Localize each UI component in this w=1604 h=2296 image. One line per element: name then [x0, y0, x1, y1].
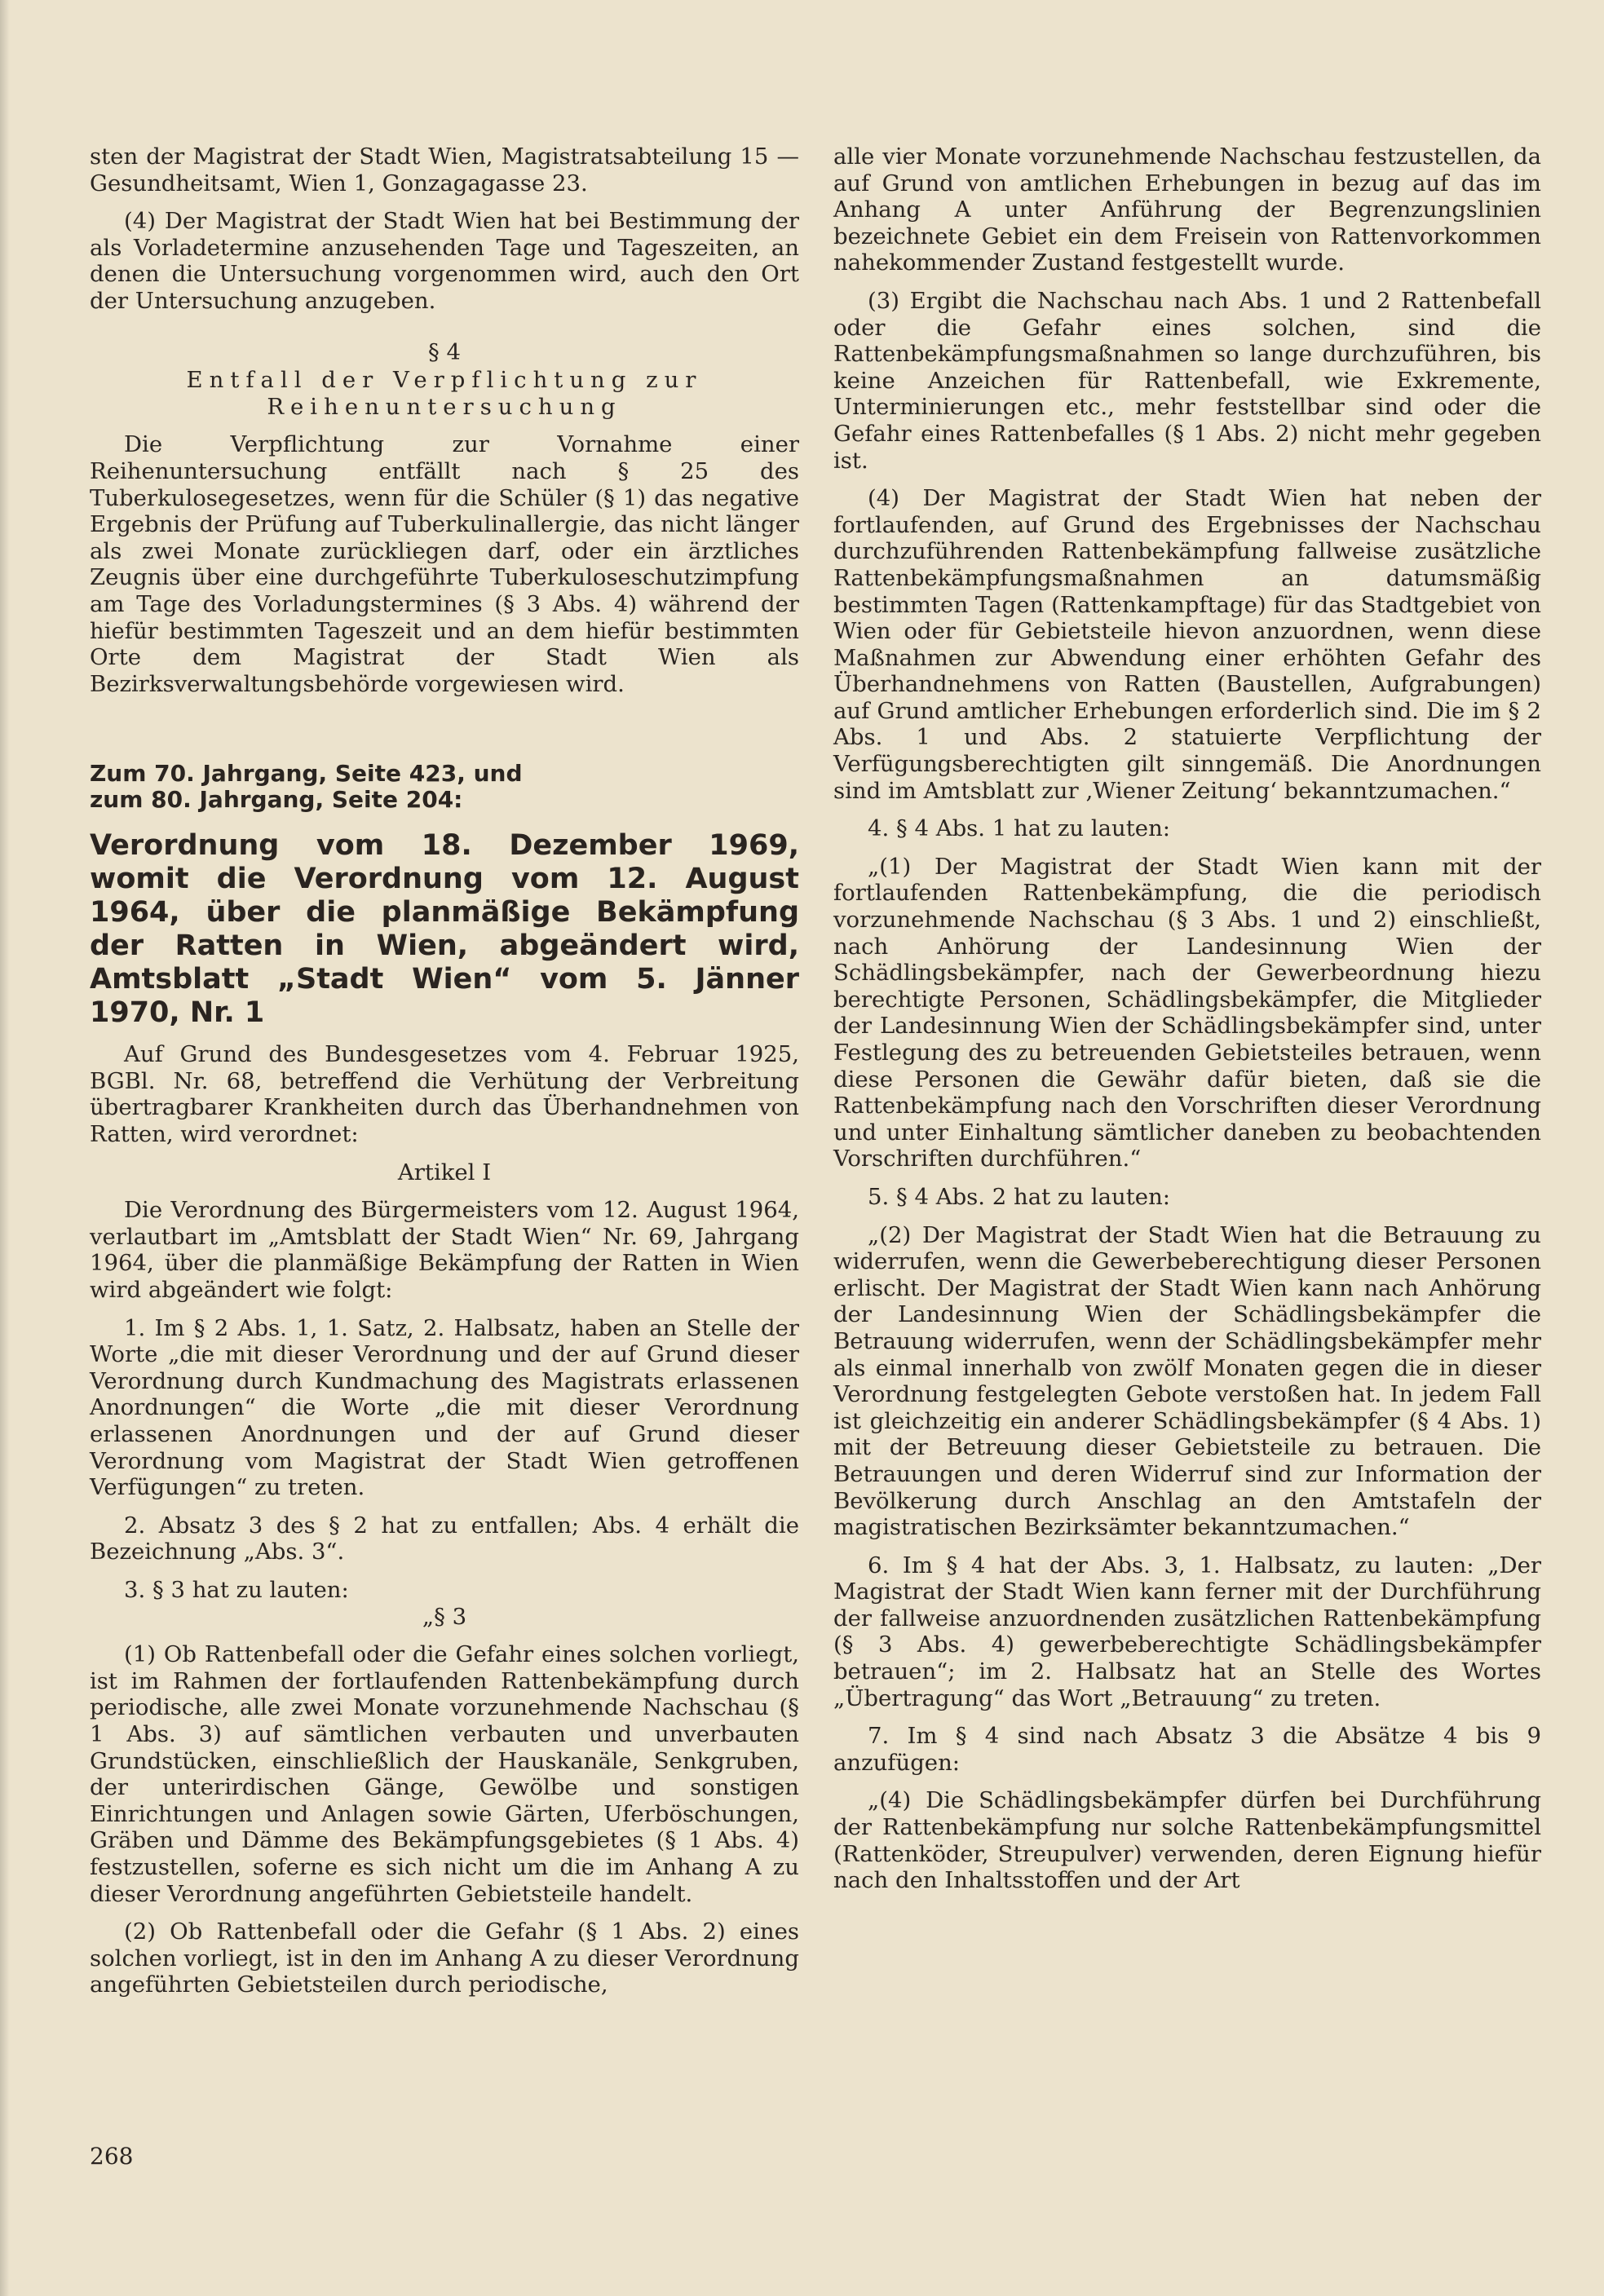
- paragraph: 4. § 4 Abs. 1 hat zu lauten:: [868, 815, 1171, 842]
- paragraph: (4) Der Magistrat der Stadt Wien hat neben der fortlaufenden, auf Grund des Ergebnisses der Nachschau durchzuführenden Rattenbekämpfung fallweise zusätzliche Rattenbekämpfungsmaßnahmen an datumsmäßig bestimmten Tagen (Rattenkampftage) für das Stadtgebiet von Wien oder für Gebietsteile hievon anzuordnen, wenn diese Maßnahmen zur Abwendung einer erhöhten Gefahr des Überhandnehmens von Ratten (Baustellen, Aufgrabungen) auf Grund amtlicher Erhebungen erforderlich sind. Die im § 2 Abs. 1 und Abs. 2 statuierte Verpflichtung der Verfügungsberechtigten gilt sinngemäß. Die Anordnungen sind im Amtsblatt zur ‚Wiener Zeitung‘ bekanntzumachen.“: [833, 485, 1541, 804]
- paragraph: Die Verpflichtung zur Vornahme einer Reihenuntersuchung entfällt nach § 25 des Tuberkulosegesetzes, wenn für die Schüler (§ 1) das negative Ergebnis der Prüfung auf Tuberkulinallergie, das nicht länger als zwei Monate zurückliegen darf, oder ein ärztliches Zeugnis über eine durchgeführte Tuberkuloseschutzimpfung am Tage des Vorladungstermines (§ 3 Abs. 4) während der hiefür bestimmten Tageszeit und an dem hiefür bestimmten Orte dem Magistrat der Stadt Wien als Bezirksverwaltungsbehörde vorgewiesen wird.: [90, 431, 799, 697]
- paragraph: Auf Grund des Bundesgesetzes vom 4. Februar 1925, BGBl. Nr. 68, betreffend die Verhütung der Verbreitung übertragbarer Krankheiten durch das Überhandnehmen von Ratten, wird verordnet:: [90, 1041, 799, 1148]
- paragraph: 1. Im § 2 Abs. 1, 1. Satz, 2. Halbsatz, haben an Stelle der Worte „die mit dieser Verordnung und der auf Grund dieser Verordnung durch Kundmachung des Magistrats erlassenen Anordnungen“ die Worte „die mit dieser Verordnung erlassenen Anordnungen und der auf Grund dieser Verordnung vom Magistrat der Stadt Wien getroffenen Verfügungen“ zu treten.: [90, 1314, 799, 1501]
- paragraph: 5. § 4 Abs. 2 hat zu lauten:: [868, 1183, 1171, 1210]
- ordinance-title: Verordnung vom 18. Dezember 1969, womit die Verordnung vom 12. August 1964, über die planmäßige Bekämpfung der Ratten in Wien, abgeändert wird, Amtsblatt „Stadt Wien“ vom 5. Jänner 1970, Nr. 1: [90, 829, 799, 1030]
- section-number: § 4: [428, 338, 461, 365]
- paragraph: 3. § 3 hat zu lauten:: [124, 1576, 349, 1603]
- paragraph: „(1) Der Magistrat der Stadt Wien kann mit der fortlaufenden Rattenbekämpfung, die die periodisch vorzunehmende Nachschau (§ 3 Abs. 1 und 2) einschließt, nach Anhörung der Landesinnung Wien der Schädlingsbekämpfer, nach der Gewerbeordnung hiezu berechtigte Personen, Schädlingsbekämpfer, die Mitglieder der Landesinnung Wien der Schädlingsbekämpfer sind, unter Festlegung des zu betreuenden Gebietsteiles betrauen, wenn diese Personen die Gewähr dafür bieten, daß sie die Rattenbekämpfung nach den Vorschriften dieser Verordnung und unter Einhaltung sämtlicher daneben zu beobachtenden Vorschriften durchführen.“: [833, 853, 1541, 1172]
- page-number: 268: [90, 2143, 134, 2170]
- paragraph: 2. Absatz 3 des § 2 hat zu entfallen; Abs. 4 erhält die Bezeichnung „Abs. 3“.: [90, 1512, 799, 1565]
- section-heading-line: Reihenuntersuchung: [267, 393, 622, 420]
- paragraph: (3) Ergibt die Nachschau nach Abs. 1 und 2 Rattenbefall oder die Gefahr eines solchen, sind die Rattenbekämpfungsmaßnahmen so lange durchzuführen, bis keine Anzeichen für Rattenbefall, wie Exkremente, Unterminierungen etc., mehr feststellbar sind oder die Gefahr eines Rattenbefalles (§ 1 Abs. 2) nicht mehr gegeben ist.: [833, 287, 1541, 474]
- section-heading: [90, 367, 799, 420]
- paragraph: 6. Im § 4 hat der Abs. 3, 1. Halbsatz, zu lauten: „Der Magistrat der Stadt Wien kann ferner mit der Durchführung der fallweise anzuordnenden zusätzlichen Rattenbekämpfung (§ 3 Abs. 4) gewerbeberechtigte Schädlingsbekämpfer betrauen“; im 2. Halbsatz hat an Stelle des Wortes „Übertragung“ das Wort „Betrauung“ zu treten.: [833, 1552, 1541, 1711]
- reference-line: zum 80. Jahrgang, Seite 204:: [90, 786, 463, 814]
- reference-line: Zum 70. Jahrgang, Seite 423, und: [90, 760, 523, 788]
- paragraph: Die Verordnung des Bürgermeisters vom 12. August 1964, verlautbart im „Amtsblatt der Stadt Wien“ Nr. 69, Jahrgang 1964, über die planmäßige Bekämpfung der Ratten in Wien wird abgeändert wie folgt:: [90, 1197, 799, 1304]
- left-column: [90, 144, 799, 1998]
- right-column: [833, 144, 1541, 1894]
- paragraph: „(4) Die Schädlingsbekämpfer dürfen bei Durchführung der Rattenbekämpfung nur solche Rattenbekämpfungsmittel (Rattenköder, Streupulver) verwenden, deren Eignung hiefür nach den Inhaltsstoffen und der Art: [833, 1787, 1541, 1894]
- paragraph: „(2) Der Magistrat der Stadt Wien hat die Betrauung zu widerrufen, wenn die Gewerbeberechtigung dieser Personen erlischt. Der Magistrat der Stadt Wien kann nach Anhörung der Landesinnung Wien der Schädlingsbekämpfer die Betrauung widerrufen, wenn der Schädlingsbekämpfer mehr als einmal innerhalb von zwölf Monaten gegen die in dieser Verordnung festgelegten Gebote verstoßen hat. In jedem Fall ist gleichzeitig ein anderer Schädlingsbekämpfer (§ 4 Abs. 1) mit der Betreuung dieser Gebietsteile zu betrauen. Die Betrauungen und deren Widerruf sind zur Information der Bevölkerung durch Anschlag an den Amtstafeln der magistratischen Bezirksämter bekanntzumachen.“: [833, 1221, 1541, 1541]
- paragraph: alle vier Monate vorzunehmende Nachschau festzustellen, da auf Grund von amtlichen Erhebungen in bezug auf das im Anhang A unter Anführung der Begrenzungslinien bezeichnete Gebiet ein dem Freisein von Rattenvorkommen nahekommender Zustand festgestellt wurde.: [833, 144, 1541, 276]
- paragraph: (4) Der Magistrat der Stadt Wien hat bei Bestimmung der als Vorladetermine anzusehenden Tage und Tageszeiten, an denen die Untersuchung vorgenommen wird, auch den Ort der Untersuchung anzugeben.: [90, 208, 799, 314]
- paragraph: sten der Magistrat der Stadt Wien, Magistratsabteilung 15 — Gesundheitsamt, Wien 1, Gonzagagasse 23.: [90, 144, 799, 196]
- article-heading: Artikel I: [397, 1159, 492, 1186]
- reference-heading: [90, 761, 799, 813]
- paragraph: (2) Ob Rattenbefall oder die Gefahr (§ 1 Abs. 2) eines solchen vorliegt, ist in den im Anhang A zu dieser Verordnung angeführten Gebietsteilen durch periodische,: [90, 1918, 799, 1998]
- paragraph: (1) Ob Rattenbefall oder die Gefahr eines solchen vorliegt, ist im Rahmen der fortlaufenden Rattenbekämpfung durch periodische, alle zwei Monate vorzunehmende Nachschau (§ 1 Abs. 3) auf sämtlichen verbauten und unverbauten Grundstücken, einschließlich der Hauskanäle, Senkgruben, der unterirdischen Gänge, Gewölbe und sonstigen Einrichtungen und Anlagen sowie Gärten, Uferböschungen, Gräben und Dämme des Bekämpfungsgebietes (§ 1 Abs. 4) festzustellen, soferne es sich nicht um die im Anhang A zu dieser Verordnung angeführten Gebietsteile handelt.: [90, 1641, 799, 1907]
- paragraph: 7. Im § 4 sind nach Absatz 3 die Absätze 4 bis 9 anzufügen:: [833, 1723, 1541, 1776]
- section-heading-line: Entfall der Verpflichtung zur: [186, 367, 703, 394]
- section-number: „§ 3: [422, 1603, 467, 1630]
- page-edge-shadow: [0, 0, 10, 2296]
